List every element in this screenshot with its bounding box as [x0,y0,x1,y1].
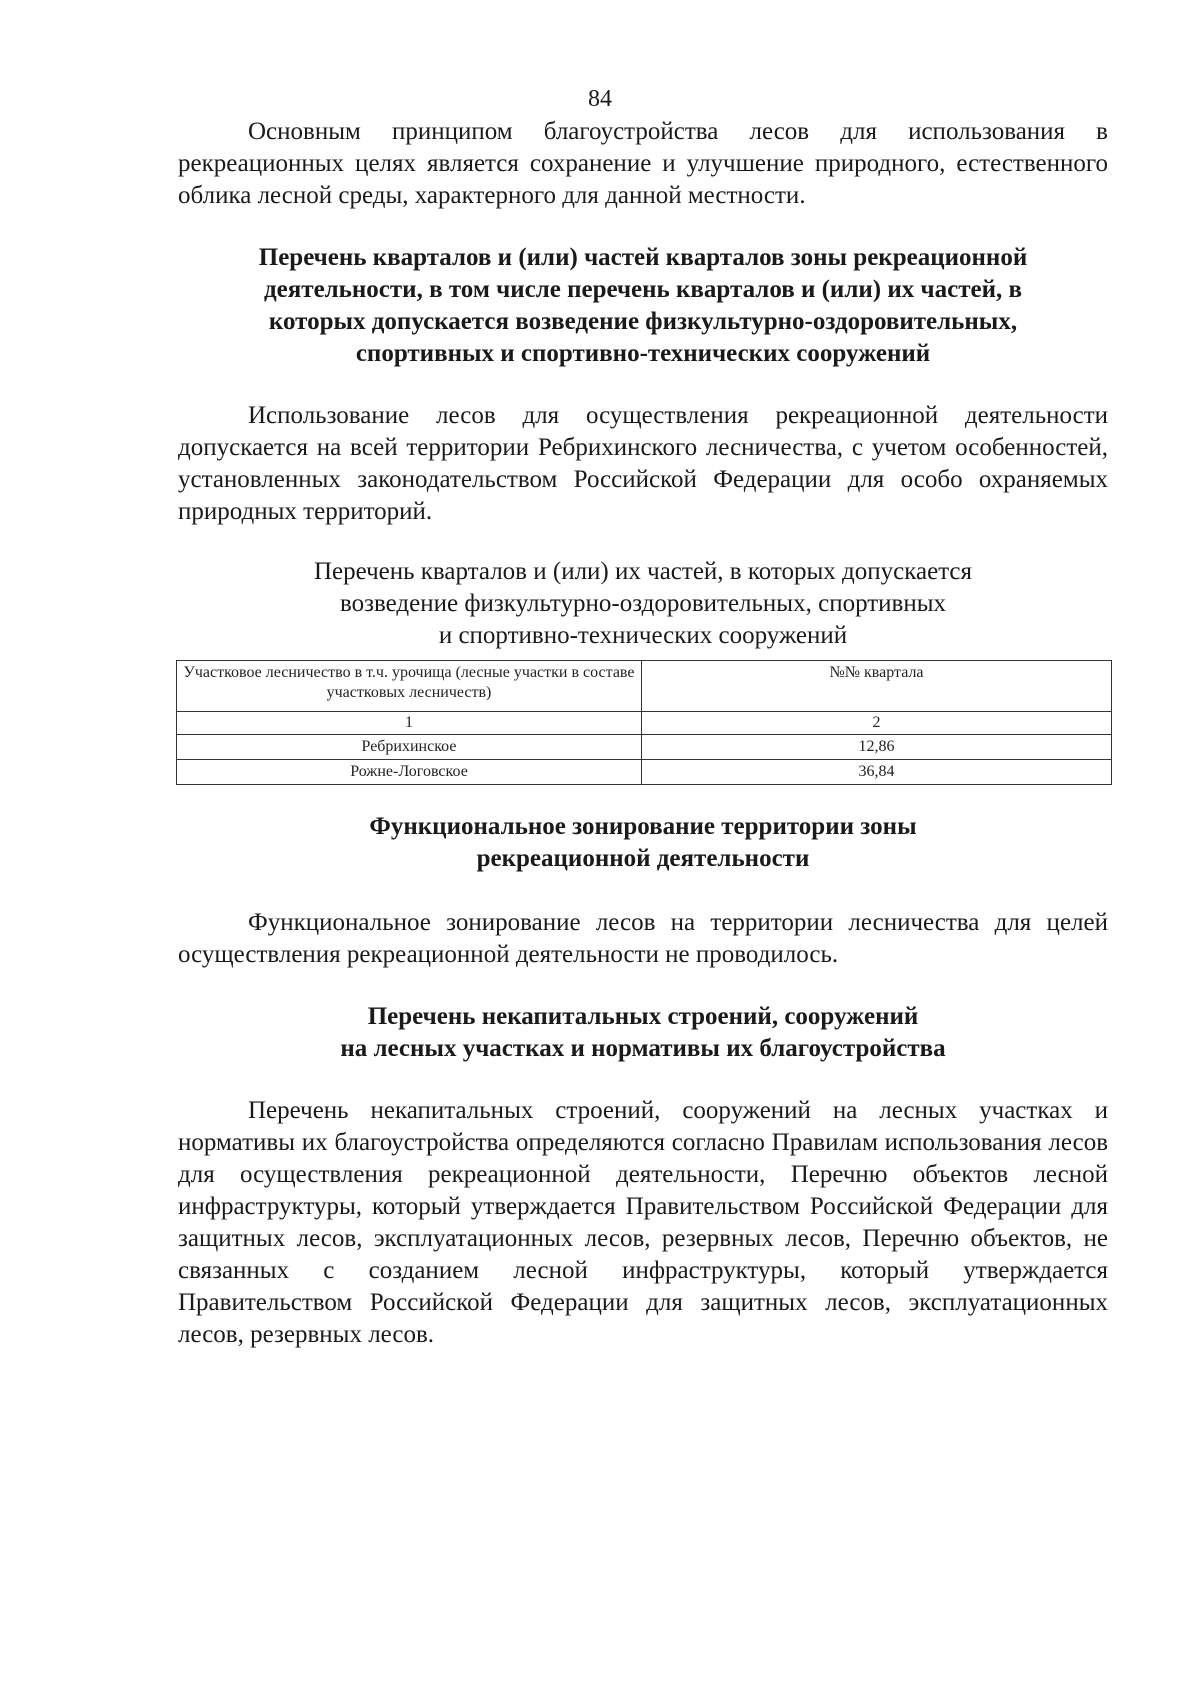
table-title-line: возведение физкультурно-оздоровительных, спортивных [339,590,947,617]
page-content [178,116,1108,1351]
column-number: 1 [177,712,642,735]
heading-line: на лесных участках и нормативы их благоустройства [340,1035,946,1062]
section3-heading [178,1001,1108,1065]
section1-heading [178,242,1108,370]
table-title [178,556,1108,652]
header-quarter-numbers: №№ квартала [642,661,1112,712]
heading-line: которых допускается возведение физкультурно-оздоровительных, [268,308,1018,335]
heading-line: Перечень некапитальных строений, сооружений [367,1003,919,1030]
heading-line: Перечень кварталов и (или) частей кварталов зоны рекреационной [258,244,1028,271]
cell-quarters: 12,86 [642,735,1112,760]
quarters-table-wrapper [178,660,1108,785]
heading-line: деятельности, в том числе перечень кварталов и (или) их частей, в [264,276,1022,303]
table-title-line: и спортивно-технических сооружений [438,622,848,649]
page-number: 84 [588,86,612,112]
quarters-table [176,660,1112,785]
table-row [177,735,1112,760]
cell-forestry: Рожне-Логовское [177,760,642,785]
table-title-line: Перечень кварталов и (или) их частей, в которых допускается [313,558,973,585]
column-number: 2 [642,712,1112,735]
intro-paragraph: Основным принципом благоустройства лесов для использования в рекреационных целях является сохранение и улучшение природного, естественного облика лесной среды, характерного для данной местности. [178,118,1108,209]
cell-forestry: Ребрихинское [177,735,642,760]
section1-paragraph: Использование лесов для осуществления рекреационной деятельности допускается на всей территории Ребрихинского лесничества, с учетом особенностей, установленных законодательством Российской Федерации для особо охраняемых природных территорий. [178,402,1108,525]
section2-paragraph: Функциональное зонирование лесов на территории лесничества для целей осуществления рекреационной деятельности не проводилось. [178,909,1108,968]
heading-line: рекреационной деятельности [476,845,810,872]
cell-quarters: 36,84 [642,760,1112,785]
section2-heading [178,811,1108,875]
section3-paragraph: Перечень некапитальных строений, сооружений на лесных участках и нормативы их благоустройства определяются согласно Правилам использования лесов для осуществления рекреационной деятельности, Перечню объектов лесной инфраструктуры, который утверждается Правительством Российской Федерации для защитных лесов, эксплуатационных лесов, резервных лесов, Перечню объектов, не связанных с созданием лесной инфраструктуры, который утверждается Правительством Российской Федерации для защитных лесов, эксплуатационных лесов, резервных лесов. [178,1097,1108,1348]
table-row [177,760,1112,785]
table-header-row [177,661,1112,712]
heading-line: спортивных и спортивно-технических сооружений [355,340,931,367]
header-forestry: Участковое лесничество в т.ч. урочища (лесные участки в составе участковых лесничеств) [177,661,642,712]
table-column-number-row [177,712,1112,735]
heading-line: Функциональное зонирование территории зоны [369,813,917,840]
